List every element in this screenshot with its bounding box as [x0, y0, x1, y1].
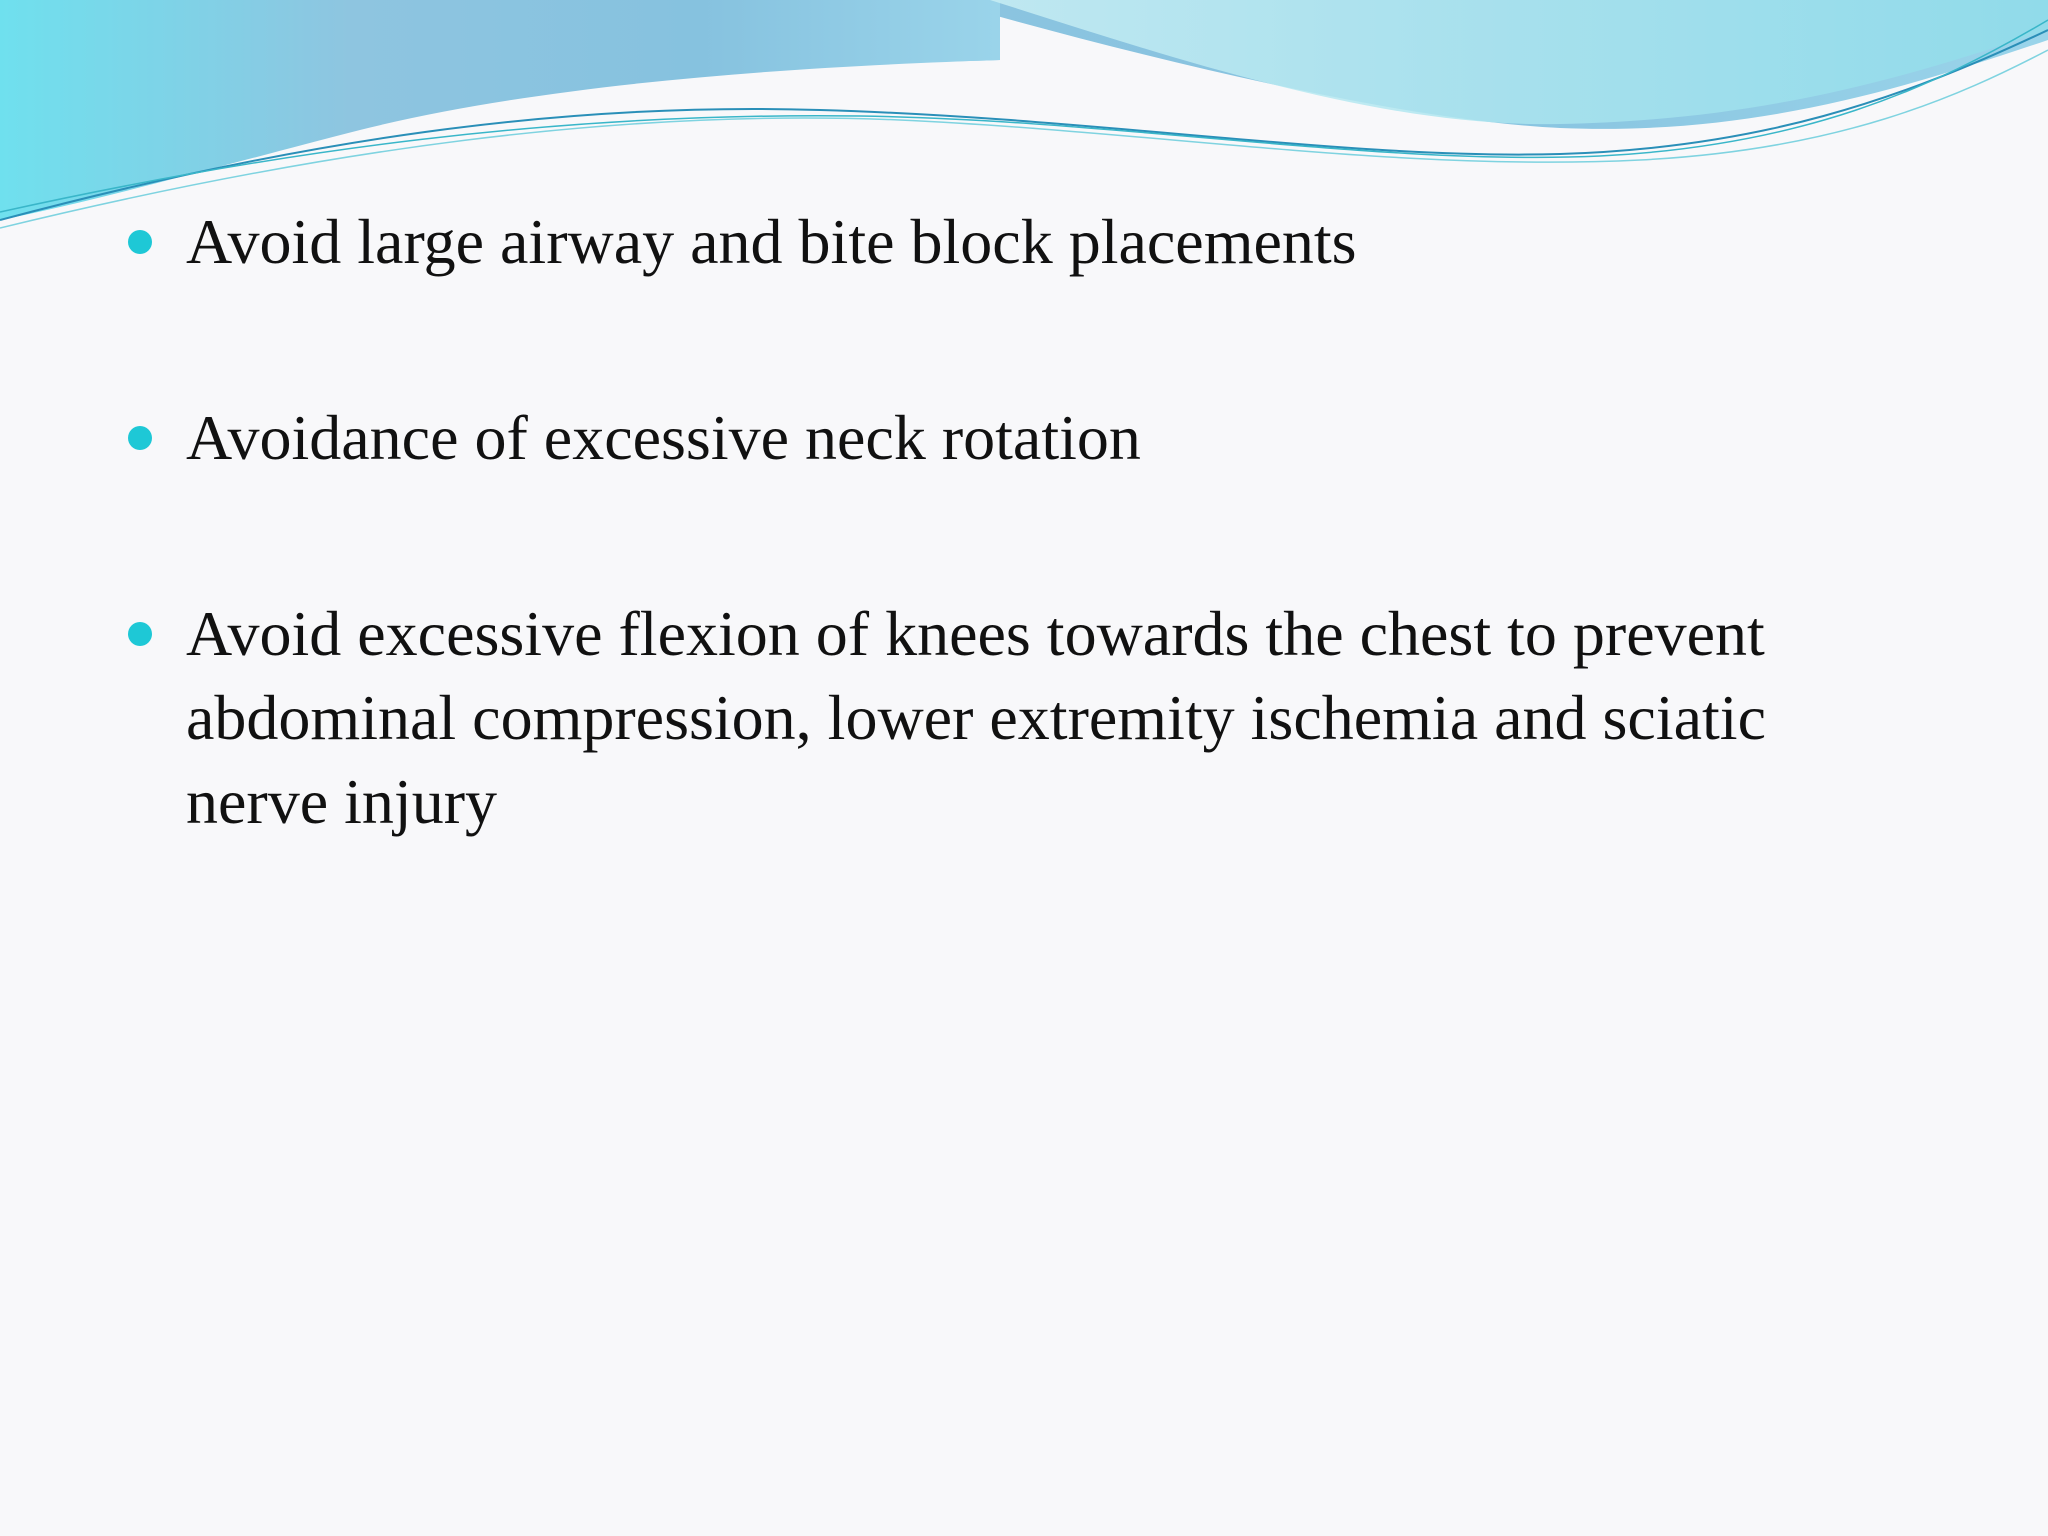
bullet-item-airway	[128, 200, 1908, 284]
bullet-text: Avoidance of excessive neck rotation	[186, 402, 1141, 473]
bullet-text: Avoid large airway and bite block placements	[186, 206, 1357, 277]
bullet-item-knee-flexion	[128, 592, 1908, 844]
bullet-dot-icon	[128, 230, 152, 254]
bullet-item-neck-rotation	[128, 396, 1908, 480]
bullet-list	[128, 200, 1908, 956]
bullet-dot-icon	[128, 622, 152, 646]
bullet-dot-icon	[128, 426, 152, 450]
bullet-text: Avoid excessive flexion of knees towards the chest to prevent abdominal compression, lower extremity ischemia and sciatic nerve injury	[186, 598, 1766, 837]
